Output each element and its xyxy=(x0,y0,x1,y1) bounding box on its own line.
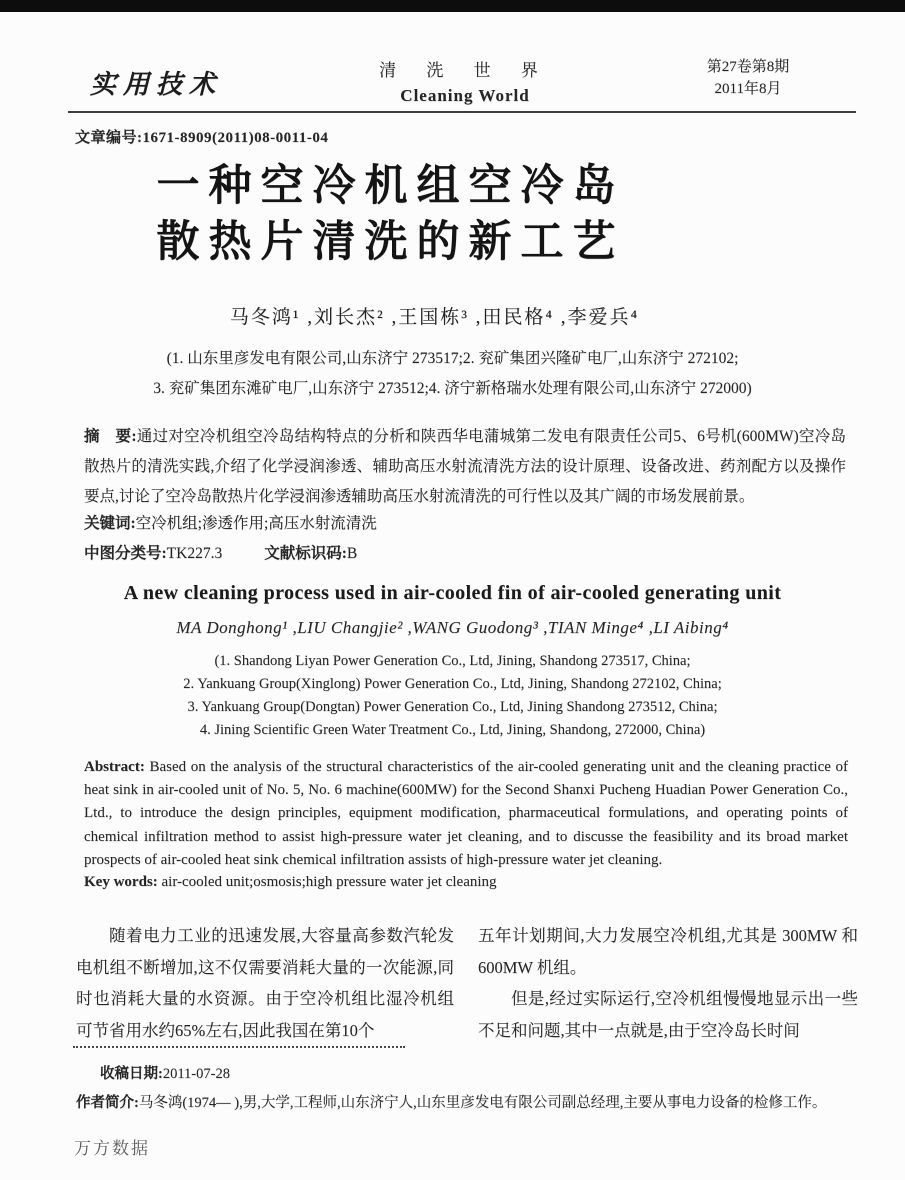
keywords-en-label: Key words: xyxy=(84,874,158,890)
affiliation-en-line: 2. Yankuang Group(Xinglong) Power Generation Co., Ltd, Jining, Shandong 272102, China; xyxy=(183,676,722,692)
body-paragraph: 但是,经过实际运行,空冷机组慢慢地显示出一些不足和问题,其中一点就是,由于空冷岛长时间 xyxy=(478,989,858,1040)
header-divider xyxy=(68,111,856,113)
keywords-cn-text: 空冷机组;渗透作用;高压水射流清洗 xyxy=(135,515,377,532)
body-column-left xyxy=(76,920,454,1046)
clc-number-value: TK227.3 xyxy=(166,545,223,562)
document-code-value: B xyxy=(346,545,358,562)
classification-line xyxy=(84,541,846,563)
issue-volume: 第27卷第8期 xyxy=(706,59,790,75)
journal-title-en: Cleaning World xyxy=(400,86,530,105)
abstract-cn-label: 摘 要: xyxy=(84,427,137,445)
affiliation-cn-line: 3. 兖矿集团东滩矿电厂,山东济宁 273512;4. 济宁新格瑞水处理有限公司,山东济宁 272000) xyxy=(153,380,752,397)
affiliations-cn xyxy=(0,344,905,404)
wanfang-data-watermark: 万方数据 xyxy=(74,1139,150,1158)
article-number: 文章编号:1671-8909(2011)08-0011-04 xyxy=(75,130,329,146)
keywords-cn xyxy=(84,511,846,533)
authors-cn: 马冬鸿¹ ,刘长杰² ,王国栋³ ,田民格⁴ ,李爱兵⁴ xyxy=(229,307,640,328)
received-date-label: 收稿日期: xyxy=(100,1066,163,1082)
body-column-right xyxy=(478,920,858,1046)
authors-en: MA Donghong¹ ,LIU Changjie² ,WANG Guodong³ ,TIAN Minge⁴ ,LI Aibing⁴ xyxy=(176,618,729,637)
received-date-value: 2011-07-28 xyxy=(162,1066,230,1082)
author-bio-line xyxy=(76,1091,870,1112)
journal-title-cn: 清 洗 世 界 xyxy=(379,61,551,80)
body-paragraph: 随着电力工业的迅速发展,大容量高参数汽轮发电机组不断增加,这不仅需要消耗大量的一次能源,同时也消耗大量的水资源。由于空冷机组比湿冷机组可节省用水约65%左右,因此我国在第10个 xyxy=(76,926,454,1040)
affiliation-en-line: 3. Yankuang Group(Dongtan) Power Generation Co., Ltd, Jining Shandong 273512, China; xyxy=(187,699,718,715)
abstract-cn-text: 通过对空冷机组空冷岛结构特点的分析和陕西华电蒲城第二发电有限责任公司5、6号机(600MW)空冷岛散热片的清洗实践,介绍了化学浸润渗透、辅助高压水射流清洗方法的设计原理、设备改进、药剂配方以及操作要点,讨论了空冷岛散热片化学浸润渗透辅助高压水射流清洗的可行性以及其广阔的市场发展前景。 xyxy=(84,427,846,505)
article-title-cn xyxy=(0,158,843,270)
affiliations-en xyxy=(0,650,905,742)
article-title-cn-line2: 散热片清洗的新工艺 xyxy=(156,217,625,267)
abstract-cn xyxy=(84,422,846,512)
abstract-en-text: Based on the analysis of the structural characteristics of the air-cooled generating unit and the cleaning practice of heat sink in air-cooled unit of No. 5, No. 6 machine(600MW) for the Second Shanxi Pucheng Huadian Power Generation Co., Ltd., to introduce the design principles, equipment modification, pharmaceutical formulations, and operating points of chemical infiltration method to assist high-pressure water jet cleaning, and to discusse the feasibility and its broad market prospects of air-cooled heat sink chemical infiltration assists of high-pressure water jet cleaning. xyxy=(84,759,848,868)
issue-date: 2011年8月 xyxy=(714,81,782,97)
footnote-divider xyxy=(73,1046,405,1048)
scan-top-black-bar xyxy=(0,0,905,12)
article-title-en: A new cleaning process used in air-cooled fin of air-cooled generating unit xyxy=(123,582,782,604)
affiliation-en-line: (1. Shandong Liyan Power Generation Co., Ltd, Jining, Shandong 273517, China; xyxy=(214,653,691,669)
author-bio-label: 作者简介: xyxy=(76,1095,139,1111)
journal-masthead xyxy=(320,56,610,106)
journal-issue-info xyxy=(688,56,808,100)
clc-number-label: 中图分类号: xyxy=(84,545,167,562)
affiliation-cn-line: (1. 山东里彦发电有限公司,山东济宁 273517;2. 兖矿集团兴隆矿电厂,山东济宁 272102; xyxy=(166,350,739,367)
document-code-label: 文献标识码: xyxy=(264,545,347,562)
keywords-en xyxy=(84,874,848,891)
body-paragraph: 五年计划期间,大力发展空冷机组,尤其是 300MW 和 600MW 机组。 xyxy=(478,926,858,977)
article-title-cn-line1: 一种空冷机组空冷岛 xyxy=(156,161,625,211)
author-bio-text: 马冬鸿(1974— ),男,大学,工程师,山东济宁人,山东里彦发电有限公司副总经理,主要从事电力设备的检修工作。 xyxy=(138,1095,827,1111)
abstract-en-label: Abstract: xyxy=(84,759,145,775)
keywords-en-text: air-cooled unit;osmosis;high pressure water jet cleaning xyxy=(161,874,497,890)
keywords-cn-label: 关键词: xyxy=(84,515,136,532)
journal-section-label: 实用技术 xyxy=(90,70,223,100)
received-date-line xyxy=(100,1062,230,1083)
affiliation-en-line: 4. Jining Scientific Green Water Treatment Co., Ltd, Jining, Shandong, 272000, China) xyxy=(199,722,706,738)
abstract-en xyxy=(84,756,848,872)
